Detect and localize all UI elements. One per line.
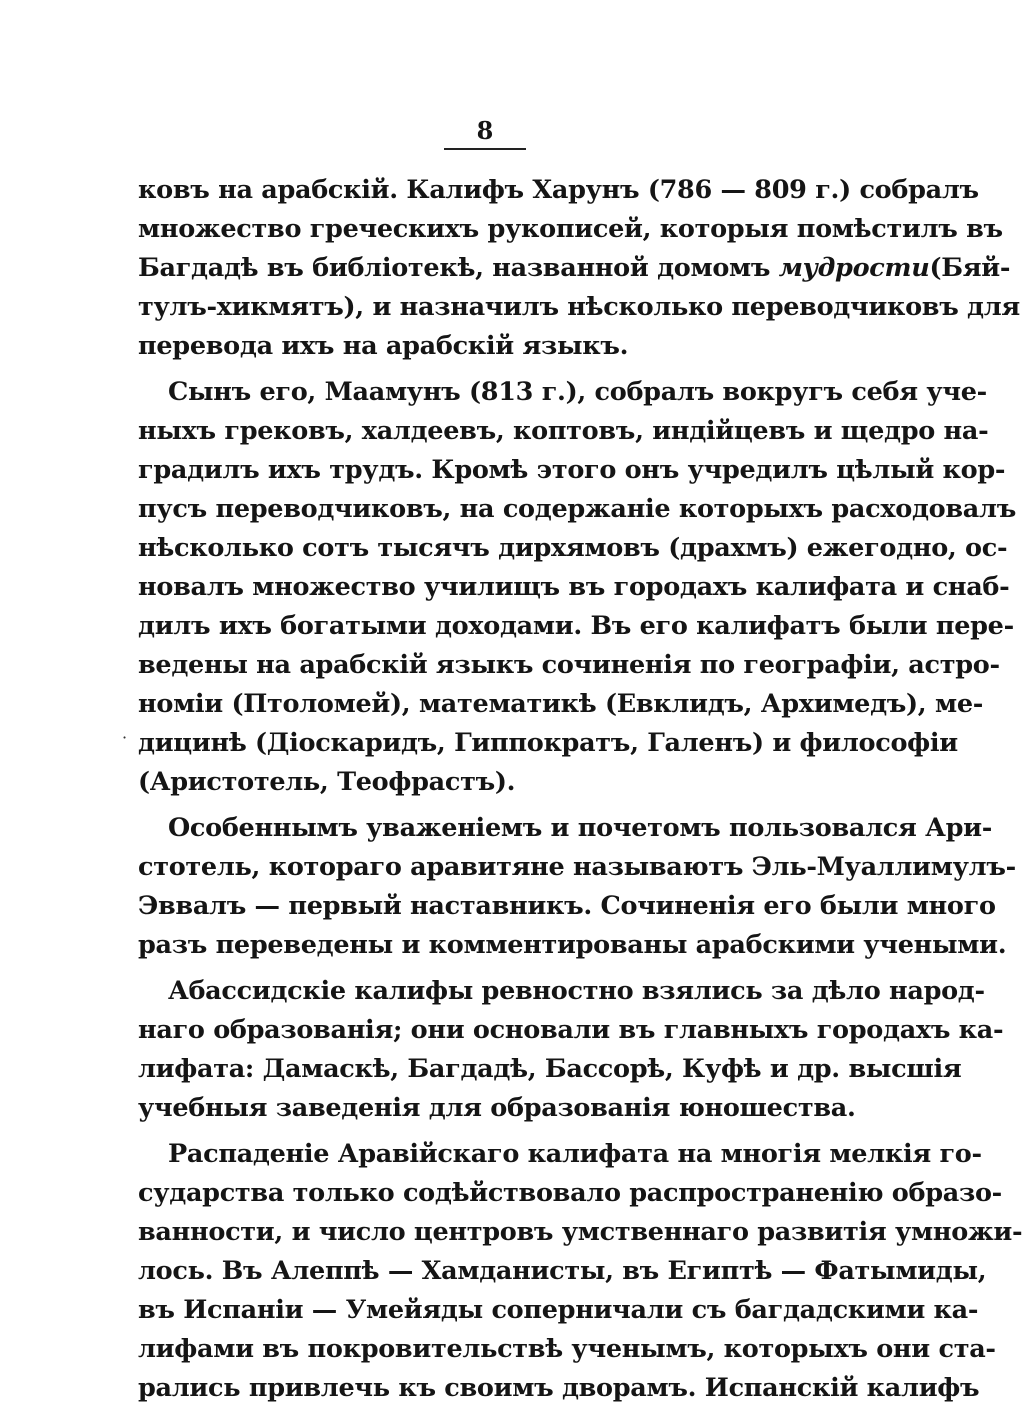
text-segment: (Бяй- [929,253,1011,283]
text-line: въ Испаніи — Умейяды соперничали съ багдадскими ка- [138,1295,979,1325]
italic-term: мудрости [778,253,930,283]
text-line: лифата: Дамаскѣ, Багдадѣ, Бассорѣ, Куфѣ и др. высшія [138,1054,962,1084]
text-line: стотель, котораго аравитяне называютъ Эль-Муаллимулъ- [138,852,1016,882]
text-line: тулъ-хикмятъ), и назначилъ нѣсколько переводчиковъ для [138,292,1020,322]
text-line: Абассидскіе калифы ревностно взялись за дѣло народ- [168,976,985,1006]
text-line: номіи (Птоломей), математикѣ (Евклидъ, Архимедъ), ме- [138,689,984,719]
text-line [138,249,1011,288]
paragraph-gap [138,1128,828,1135]
text-line: ведены на арабскій языкъ сочиненія по географіи, астро- [138,650,1000,680]
text-line: ныхъ грековъ, халдеевъ, коптовъ, индійцевъ и щедро на- [138,416,989,446]
text-line: ванности, и число центровъ умственнаго развитія умножи- [138,1217,1022,1247]
text-line: Эввалъ — первый наставникъ. Сочиненія его были много [138,891,996,921]
text-line: нѣсколько сотъ тысячъ дирхямовъ (драхмъ) ежегодно, ос- [138,533,1008,563]
text-line: наго образованія; они основали въ главныхъ городахъ ка- [138,1015,1004,1045]
text-line: лифами въ покровительствѣ ученымъ, которыхъ они ста- [138,1334,996,1364]
paragraph-gap [138,366,828,373]
text-segment: Багдадѣ въ библіотекѣ, названной домомъ [138,253,779,283]
text-line: Особеннымъ уваженіемъ и почетомъ пользовался Ари- [168,813,993,843]
page-number-rule [444,148,526,150]
text-line: Распаденіе Аравійскаго калифата на многія мелкія го- [168,1139,982,1169]
text-line: сударства только содѣйствовало распространенію образо- [138,1178,1002,1208]
text-line: Сынъ его, Маамунъ (813 г.), собралъ вокругъ себя уче- [168,377,987,407]
text-line: разъ переведены и комментированы арабскими учеными. [138,930,1007,960]
text-line: множество греческихъ рукописей, которыя помѣстилъ въ [138,214,1003,244]
text-line: пусъ переводчиковъ, на содержаніе которыхъ расходовалъ [138,494,1016,524]
text-line: градилъ ихъ трудъ. Кромѣ этого онъ учредилъ цѣлый кор- [138,455,1006,485]
text-line: лось. Въ Алеппѣ — Хамданисты, въ Египтѣ — Фатымиды, [138,1256,987,1286]
paragraph-gap [138,965,828,972]
text-line: дилъ ихъ богатыми доходами. Въ его калифатъ были пере- [138,611,1014,641]
page-number: 8 [476,116,494,145]
text-line: ковъ на арабскій. Калифъ Харунъ (786 — 809 г.) собралъ [138,175,979,205]
text-line: перевода ихъ на арабскій языкъ. [138,331,629,361]
text-line: учебныя заведенія для образованія юношества. [138,1093,856,1123]
text-line: (Аристотель, Теофрастъ). [138,767,516,797]
margin-mark: · [122,728,128,747]
paragraph-gap [138,802,828,809]
body-text [138,171,1022,1408]
text-line: новалъ множество училищъ въ городахъ калифата и снаб- [138,572,1010,602]
text-line: дицинѣ (Діоскаридъ, Гиппократъ, Галенъ) и философіи [138,728,958,758]
text-line: рались привлечь къ своимъ дворамъ. Испанскій калифъ [138,1373,980,1403]
